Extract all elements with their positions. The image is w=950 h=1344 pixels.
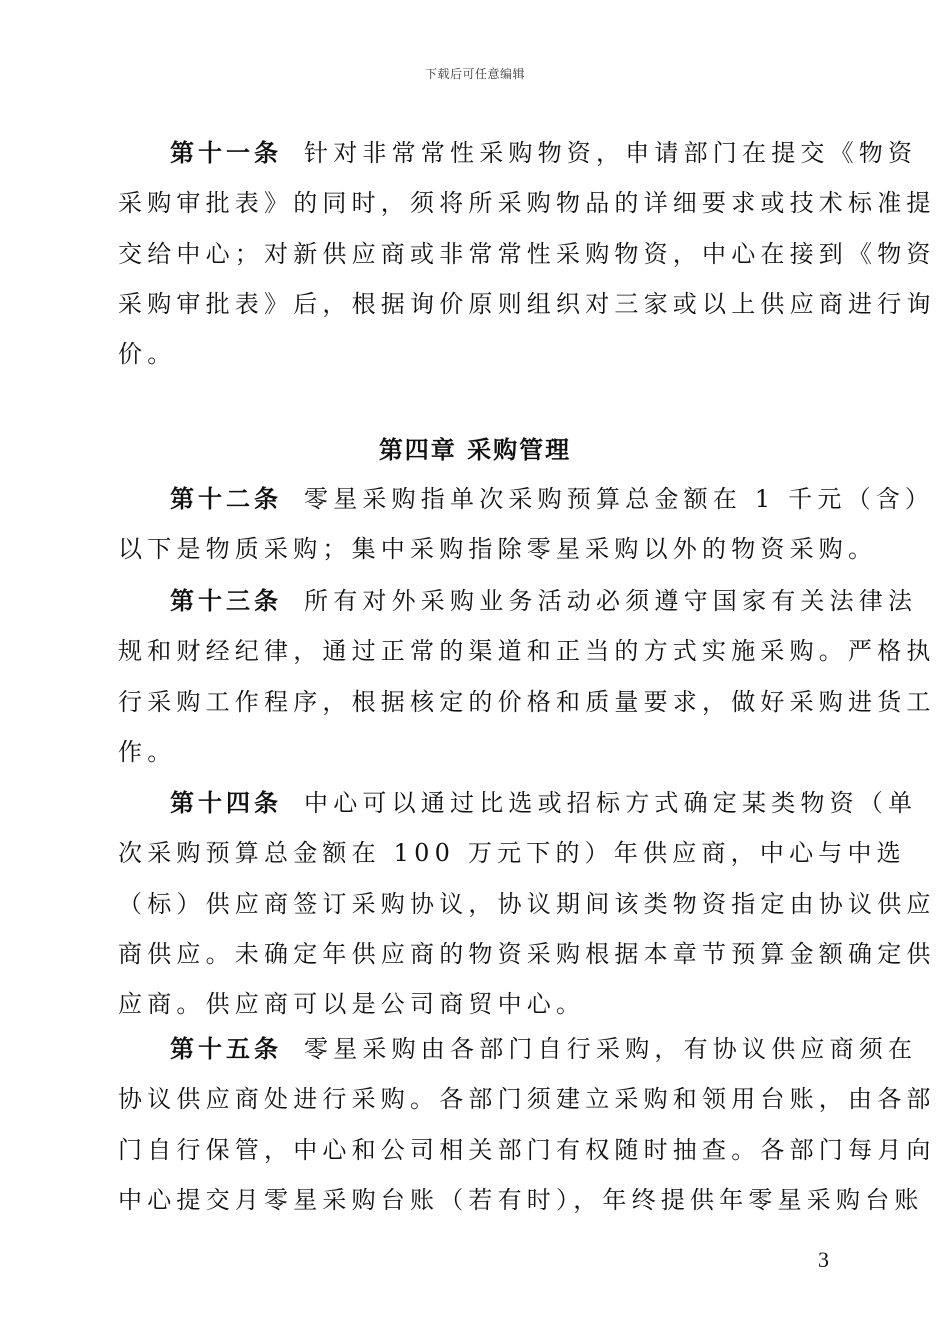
article-11-line-5: 价。 (118, 340, 177, 369)
article-14-line-4: 商供应。未确定年供应商的物资采购根据本章节预算金额确定供 (118, 939, 936, 968)
article-15-line-2: 协议供应商处进行采购。各部门须建立采购和领用台账，由各部 (118, 1085, 936, 1114)
article-14-line-2: 次采购预算总金额在 100 万元下的）年供应商，中心与中选 (118, 839, 906, 868)
chapter-title: 第四章 采购管理 (378, 435, 572, 464)
article-12 (118, 474, 935, 575)
article-14-line-1 (118, 778, 918, 828)
article-text: 所有对外采购业务活动必须遵守国家有关法律法 (304, 587, 918, 615)
article-13-line-3: 行采购工作程序，根据核定的价格和质量要求，做好采购进货工 (118, 687, 936, 716)
article-text: 零星采购指单次采购预算总金额在 1 千元（含） (304, 485, 935, 513)
article-number: 第十五条 (170, 1034, 282, 1063)
article-14 (118, 778, 936, 1029)
article-14-line-3: （标）供应商签订采购协议，协议期间该类物资指定由协议供应 (118, 889, 936, 918)
article-text: 中心可以通过比选或招标方式确定某类物资（单 (304, 789, 918, 817)
article-11-line-2: 采购审批表》的同时，须将所采购物品的详细要求或技术标准提 (118, 189, 936, 218)
article-15 (118, 1024, 936, 1225)
header-note: 下载后可任意编辑 (424, 67, 525, 81)
article-number: 第十三条 (170, 586, 282, 615)
article-text: 零星采购由各部门自行采购，有协议供应商须在 (304, 1035, 918, 1063)
article-11-line-1 (118, 128, 918, 178)
article-number: 第十二条 (170, 484, 282, 513)
article-12-line-1 (118, 474, 935, 524)
article-11-line-3: 交给中心；对新供应商或非常常性采购物资，中心在接到《物资 (118, 239, 936, 268)
article-13-line-4: 作。 (118, 737, 177, 766)
article-14-line-5: 应商。供应商可以是公司商贸中心。 (118, 990, 586, 1019)
article-13 (118, 576, 936, 777)
article-13-line-2: 规和财经纪律，通过正常的渠道和正当的方式实施采购。严格执 (118, 637, 936, 666)
article-15-line-1 (118, 1024, 918, 1074)
article-13-line-1 (118, 576, 918, 626)
article-11 (118, 128, 936, 379)
article-number: 第十四条 (170, 788, 282, 817)
article-11-line-4: 采购审批表》后，根据询价原则组织对三家或以上供应商进行询 (118, 289, 936, 318)
article-number: 第十一条 (170, 138, 282, 167)
article-text: 针对非常常性采购物资，申请部门在提交《物资 (304, 139, 918, 167)
article-15-line-3: 门自行保管，中心和公司相关部门有权随时抽查。各部门每月向 (118, 1135, 936, 1164)
article-12-line-2: 以下是物质采购；集中采购指除零星采购以外的物资采购。 (118, 535, 878, 564)
article-15-line-4: 中心提交月零星采购台账（若有时），年终提供年零星采购台账 (118, 1185, 924, 1214)
page-number: 3 (818, 1247, 829, 1272)
